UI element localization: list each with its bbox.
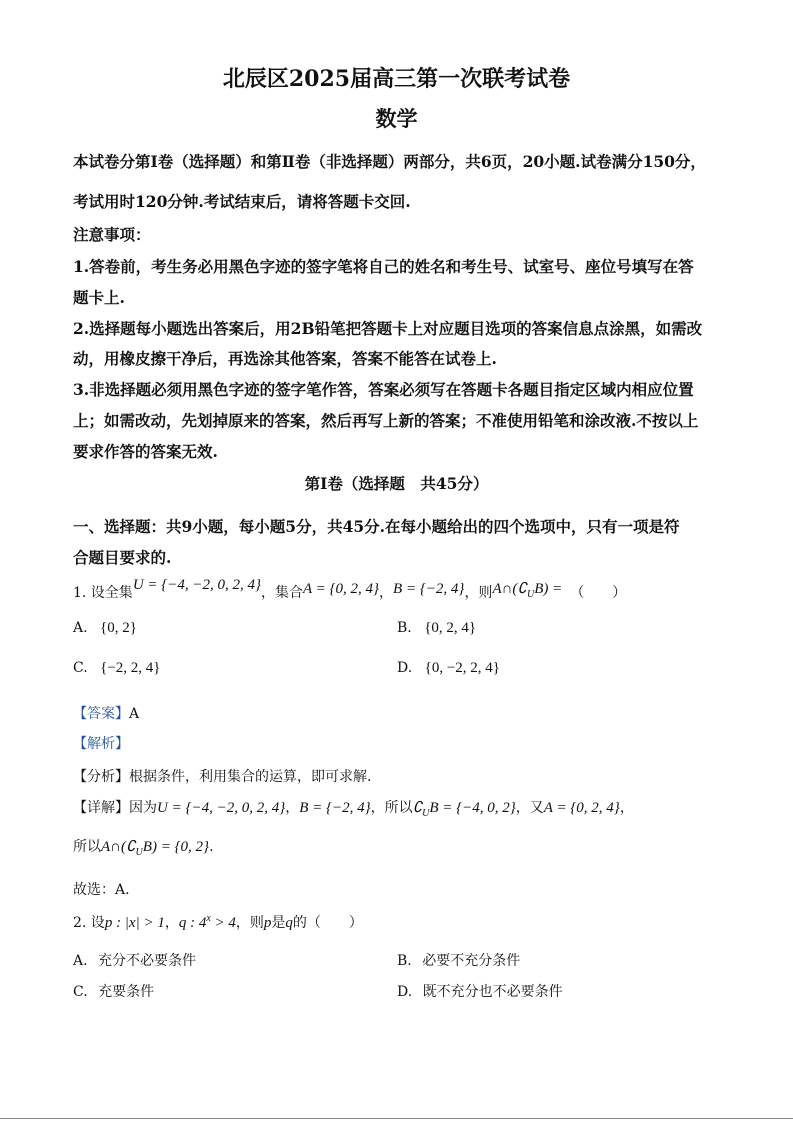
q1-mid-text: ，集合 — [261, 585, 304, 601]
note-1-line-2: 题卡上. — [73, 288, 125, 307]
q1-option-d: D. {0, −2, 2, 4} — [397, 660, 500, 676]
subject-title: 数学 — [375, 106, 418, 131]
note-3-line-1: 3.非选择题必须用黑色字迹的签字笔作答，答案必须写在答题卡各题目指定区域内相应位置 — [73, 380, 694, 399]
q2-option-b: B. 必要不充分条件 — [397, 953, 521, 969]
q2-option-c: C. 充要条件 — [73, 984, 155, 1000]
q1-option-c-value: {−2, 2, 4} — [100, 660, 161, 676]
q1-set-a: A = {0, 2, 4} — [303, 581, 380, 597]
q2-condition-p: p : |x| > 1 — [104, 915, 165, 931]
q1-comma: ， — [379, 585, 394, 601]
q1-option-a: A. {0, 2} — [73, 620, 137, 636]
note-3-line-3: 要求作答的答案无效. — [73, 442, 218, 461]
q1-xiangjie-line-1: 【详解】因为U = {−4, −2, 0, 2, 4}，B = {−2, 4}，所以$∁_UB = \{-4$, 0, 2}，又A = {0, 2, 4}， — [73, 800, 634, 819]
xj-complement: $∁_UB = \{-4$, 0, 2} — [412, 800, 516, 819]
fenxi-text: 根据条件，利用集合的运算，即可求解. — [129, 769, 372, 785]
q1-answer — [73, 703, 139, 723]
answer-value: A — [129, 706, 140, 722]
q1-then: ，则 — [464, 585, 493, 601]
q1-option-c: C. {−2, 2, 4} — [73, 660, 161, 676]
q1-set-b: B = {−2, 4} — [393, 581, 465, 597]
question-2-stem: 2. 设p : |x| > 1，q : $4^x > 4$，则p是q的（ ） — [73, 913, 363, 931]
q1-conclusion: 故选：A. — [73, 882, 130, 898]
section-instructions-line-1: 一、选择题：共9小题，每小题5分，共45分.在每小题给出的四个选项中，只有一项是符 — [73, 517, 680, 536]
q1-option-b: B. {0, 2, 4} — [397, 620, 477, 636]
xj-set-a: A = {0, 2, 4} — [543, 800, 620, 816]
analysis-tag: 【解析】 — [73, 736, 129, 752]
question-1-stem — [73, 577, 627, 604]
q1-answer-paren: （ ） — [570, 585, 627, 601]
page-bottom-divider — [0, 1118, 793, 1119]
q1-option-b-value: {0, 2, 4} — [424, 620, 477, 636]
section-instructions-line-2: 合题目要求的. — [73, 548, 172, 567]
answer-tag: 【答案】 — [73, 706, 129, 722]
xj-universal-set: U = {−4, −2, 0, 2, 4} — [157, 800, 286, 816]
xiangjie-tag: 【详解】 — [73, 800, 129, 816]
intro-line-2: 考试用时120分钟.考试结束后，请将答题卡交回. — [73, 192, 411, 211]
fenxi-tag: 【分析】 — [73, 769, 129, 785]
q1-fenxi — [73, 766, 371, 786]
intro-line-1: 本试卷分第Ⅰ卷（选择题）和第Ⅱ卷（非选择题）两部分，共6页，20小题.试卷满分150分， — [73, 152, 706, 171]
note-3-line-2: 上；如需改动，先划掉原来的答案，然后再写上新的答案；不准使用铅笔和涂改液.不按以上 — [73, 411, 699, 430]
page-title: 北辰区2025届高三第一次联考试卷 — [222, 66, 571, 92]
q2-option-d: D. 既不充分也不必要条件 — [397, 984, 563, 1000]
xj-set-b: B = {−2, 4} — [299, 800, 371, 816]
notes-heading: 注意事项： — [73, 225, 151, 244]
note-1-line-1: 1.答卷前，考生务必用黑色字迹的签字笔将自己的姓名和考生号、试室号、座位号填写在答 — [73, 257, 694, 276]
q1-option-a-value: {0, 2} — [100, 620, 137, 636]
note-2-line-2: 动，用橡皮擦干净后，再选涂其他答案，答案不能答在试卷上. — [73, 349, 497, 368]
q1-universal-set: U = {−4, −2, 0, 2, 4} — [132, 577, 262, 593]
q2-condition-q: q : $4^x > 4$ — [178, 913, 236, 931]
q1-expression: $A\cap(∁_UB)$ = — [492, 581, 563, 600]
q1-option-d-value: {0, −2, 2, 4} — [424, 660, 500, 676]
q2-option-a: A. 充分不必要条件 — [73, 953, 197, 969]
q1-xiangjie-line-2: 所以$A\cap(∁_UB) = \{0$, 2}. — [73, 839, 214, 858]
xj-result: $A\cap(∁_UB) = \{0$, 2} — [101, 839, 210, 858]
section-title: 第Ⅰ卷（选择题 共45分） — [304, 474, 489, 493]
q1-prefix: 1. 设全集 — [73, 585, 133, 601]
note-2-line-1: 2.选择题每小题选出答案后，用2B铅笔把答题卡上对应题目选项的答案信息点涂黑，如需改 — [73, 319, 703, 338]
